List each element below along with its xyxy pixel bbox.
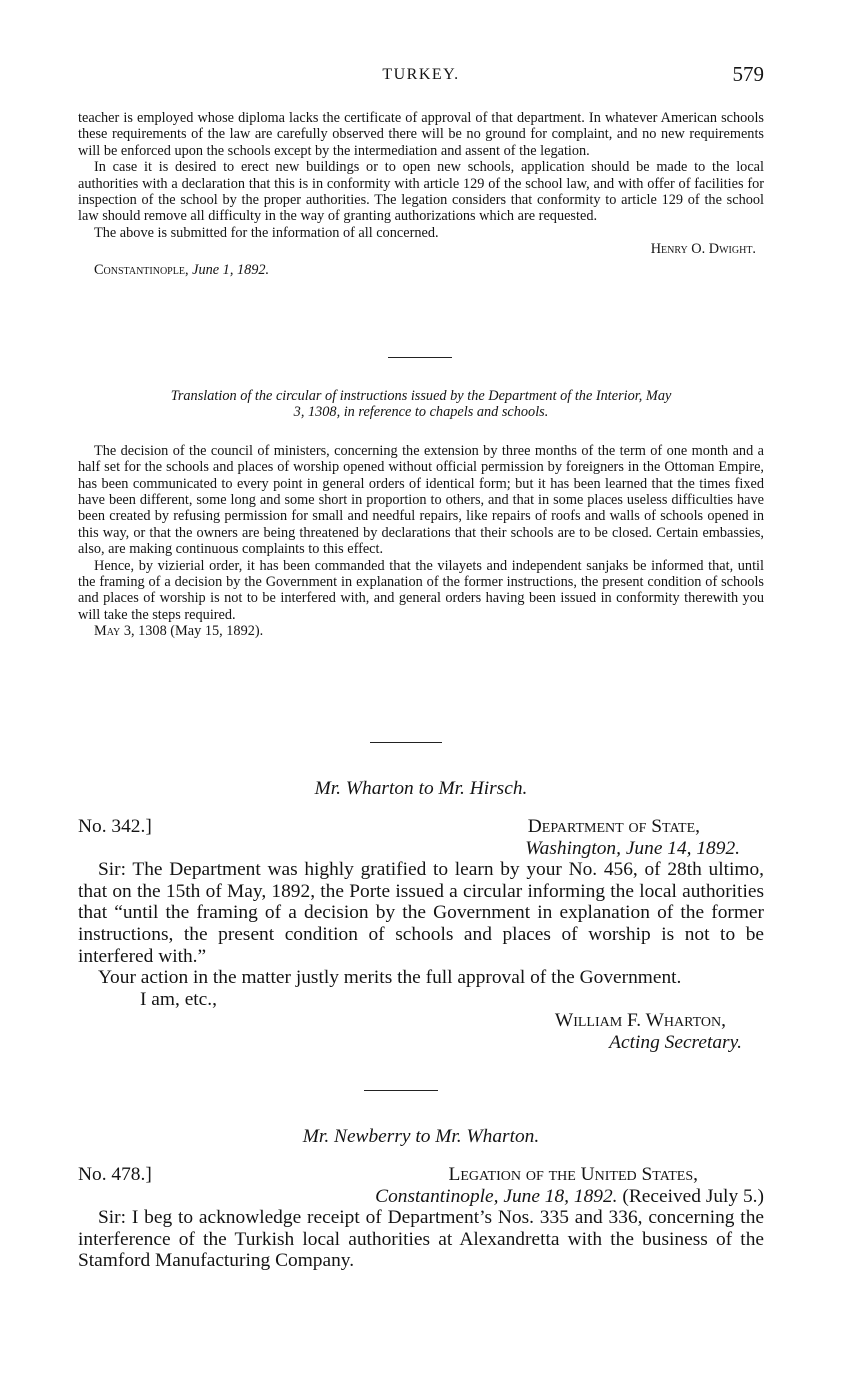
wharton-sender: Department of State, <box>527 815 700 837</box>
newberry-dateline: Constantinople, June 18, 1892. <box>375 1185 618 1207</box>
newberry-received: (Received July 5.) <box>622 1185 764 1207</box>
circular-paragraph-2: Hence, by vizierial order, it has been commanded that the vilayets and independent sanjaks be informed that, until the framing of a decision by the Government in explanation of the former instructions, the present condition of schools and places of worship is not to be interfered with, and general orders having been issued in conformity therewith you will take the steps required. <box>78 557 764 623</box>
dwight-signature: Henry O. Dwight. <box>650 241 756 258</box>
wharton-paragraph-1: Sir: The Department was highly gratified to learn by your No. 456, of 28th ultimo, that on the 15th of May, 1892, the Porte issued a circular informing the local authorities that “until the framing of a decision by the Government in explanation of the former instructions, the present condition of schools and places of worship is not to be interfered with.” <box>78 859 764 967</box>
running-title: TURKEY. <box>382 66 460 83</box>
dwight-memorandum <box>78 110 764 278</box>
dwight-paragraph-2: In case it is desired to erect new buildings or to open new schools, application should be made to the local authorities with a declaration that this is in conformity with article 129 of the school law, and with offer of facilities for inspection of the school by the proper authorities. The legation considers that conformity to article 129 of the school law should remove all difficulty in the way of granting authorizations which are requested. <box>78 159 764 225</box>
newberry-sender: Legation of the United States, <box>448 1163 698 1185</box>
wharton-number: No. 342.] <box>78 815 152 837</box>
dwight-place: Constantinople, <box>94 261 189 278</box>
wharton-header-row <box>78 816 764 838</box>
wharton-closing: I am, etc., <box>140 988 217 1010</box>
circular-heading-line-1: Translation of the circular of instructions issued by the Department of the Interior, May <box>170 388 672 404</box>
newberry-header-row <box>78 1164 764 1186</box>
wharton-title: Acting Secretary. <box>609 1031 742 1053</box>
wharton-signature: William F. Wharton, <box>554 1010 726 1032</box>
circular-date-month: May <box>94 623 121 640</box>
circular-translation <box>78 388 764 640</box>
circular-heading <box>78 388 764 421</box>
section-divider-3 <box>364 1090 438 1091</box>
dwight-date: June 1, 1892. <box>192 261 270 278</box>
running-head <box>78 62 764 88</box>
newberry-dateline-row <box>78 1186 764 1208</box>
dwight-paragraph-3: The above is submitted for the information of all concerned. <box>94 224 439 241</box>
circular-date <box>78 623 764 639</box>
newberry-number: No. 478.] <box>78 1163 152 1185</box>
section-divider-2 <box>370 742 442 743</box>
newberry-letter <box>78 1126 764 1272</box>
page-number: 579 <box>732 62 764 86</box>
circular-paragraph-1: The decision of the council of ministers, concerning the extension by three months of the term of one month and a half set for the schools and places of worship opened without official permission by foreigners in the Ottoman Empire, has been communicated to every point in general orders of identical form; but it has been learned that the times fixed have been different, some long and some short in proportion to others, and that in some places useless difficulties have been created by refusing permission for small and needful repairs, like repairs of roofs and walls of schools opened in this way, or that the owners are being threatened by declarations that their schools are to be closed. Certain embassies, also, are making continuous complaints to this effect. <box>78 442 764 558</box>
newberry-paragraph-1: Sir: I beg to acknowledge receipt of Department’s Nos. 335 and 336, concerning the interference of the Turkish local authorities at Alexandretta with the business of the Stamford Manufacturing Company. <box>78 1207 764 1272</box>
wharton-letter <box>78 778 764 1054</box>
newberry-heading: Mr. Newberry to Mr. Wharton. <box>302 1126 540 1147</box>
wharton-dateline: Washington, June 14, 1892. <box>525 837 740 859</box>
circular-heading-line-2: 3, 1308, in reference to chapels and schools. <box>293 404 549 421</box>
wharton-paragraph-2: Your action in the matter justly merits the full approval of the Government. <box>98 967 682 989</box>
dwight-paragraph-1: teacher is employed whose diploma lacks the certificate of approval of that department. In whatever American schools these requirements of the law are carefully observed there will be no ground for complaint, and no new requirements will be enforced upon the schools except by the intermediation and assent of the legation. <box>78 110 764 159</box>
circular-date-rest: 3, 1308 (May 15, 1892). <box>123 623 264 640</box>
section-divider-1 <box>388 357 452 358</box>
wharton-heading: Mr. Wharton to Mr. Hirsch. <box>314 778 528 799</box>
dwight-dateline <box>78 262 764 278</box>
